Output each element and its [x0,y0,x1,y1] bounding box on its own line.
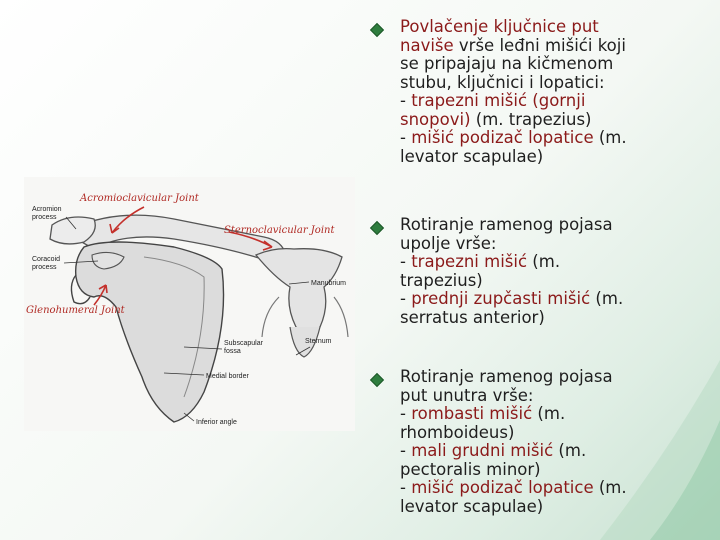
highlighted-term: snopovi) [400,109,471,129]
text-segment: (m. [590,289,624,308]
text-segment: (m. [527,252,561,271]
text-segment: vrše leđni mišići koji [453,35,626,55]
bullet-line [400,253,705,272]
text-segment: upolje vrše: [400,233,497,253]
text-segment: levator scapulae) [400,146,544,166]
text-segment: Rotiranje ramenog pojasa [400,367,613,386]
highlighted-term: prednji zupčasti mišić [411,289,591,308]
bullet-text-3 [400,368,705,516]
highlighted-term: naviše [400,35,454,55]
bullet-line [400,235,705,254]
text-segment: levator scapulae) [400,496,544,516]
bullet-line [400,424,705,443]
diamond-bullet-icon [370,221,384,235]
highlighted-term: trapezni mišić [411,252,528,271]
label-coracoid: Coracoid [32,256,61,263]
bullet-line [400,129,705,148]
bullet-line [400,111,705,130]
bullet-line [400,479,705,498]
text-segment: trapezius) [400,270,483,290]
bullet-line [400,387,705,406]
bullet-line [400,405,705,424]
bullet-line [400,368,705,387]
label-acromion: Acromion [32,206,62,213]
text-segment: stubu, ključnici i lopatici: [400,72,605,92]
bullet-line [400,442,705,461]
text-segment: - [400,478,412,497]
bullet-line [400,498,705,517]
bullet-line [400,290,705,309]
label-inferior-angle: Inferior angle [196,419,237,426]
text-segment: - [400,252,412,271]
highlighted-term: Povlačenje ključnice put [400,17,599,36]
label-acromion-2: process [32,214,57,221]
label-acromioclavicular-joint: Acromioclavicular Joint [80,193,199,204]
text-segment: se pripajaju na kičmenom [400,54,614,73]
text-segment: (m. trapezius) [470,109,592,129]
bullet-line [400,461,705,480]
label-manubrium: Manubrium [311,280,347,287]
diamond-bullet-icon [370,373,384,387]
label-glenohumeral-joint: Glenohumeral Joint [26,305,125,316]
text-segment: Rotiranje ramenog pojasa [400,215,613,234]
bullet-line [400,55,705,74]
label-coracoid-2: process [32,264,57,271]
label-sternoclavicular-joint: Sternoclavicular Joint [224,225,335,236]
text-segment: - [400,91,412,110]
bullet-line [400,272,705,291]
highlighted-term: mali grudni mišić [411,441,554,460]
text-segment: pectoralis minor) [400,459,541,479]
highlighted-term: trapezni mišić (gornji [411,91,586,110]
text-segment: (m. [593,478,627,497]
bullet-text-1 [400,18,705,166]
text-segment: rhomboideus) [400,422,515,442]
label-subscapular-2: fossa [224,348,241,355]
bullet-line [400,18,705,37]
shoulder-anatomy-figure [24,177,355,431]
bullet-line [400,309,705,328]
text-segment: (m. [532,404,566,423]
diamond-bullet-icon [370,23,384,37]
label-subscapular: Subscapular [224,340,263,347]
text-segment: - [400,128,412,147]
highlighted-term: mišić podizač lopatice [411,478,594,497]
highlighted-term: rombasti mišić [411,404,533,423]
text-segment: - [400,289,412,308]
shoulder-anatomy-drawing [24,177,355,431]
bullet-text-2 [400,216,705,327]
text-segment: (m. [593,128,627,147]
text-segment: put unutra vrše: [400,385,534,405]
text-segment: - [400,404,412,423]
bullet-line [400,37,705,56]
label-medial-border: Medial border [206,373,249,380]
label-sternum: Sternum [305,338,332,345]
text-segment: (m. [553,441,587,460]
bullet-line [400,148,705,167]
highlighted-term: mišić podizač lopatice [411,128,594,147]
text-segment: serratus anterior) [400,307,545,327]
bullet-line [400,92,705,111]
text-segment: - [400,441,412,460]
bullet-line [400,74,705,93]
bullet-line [400,216,705,235]
